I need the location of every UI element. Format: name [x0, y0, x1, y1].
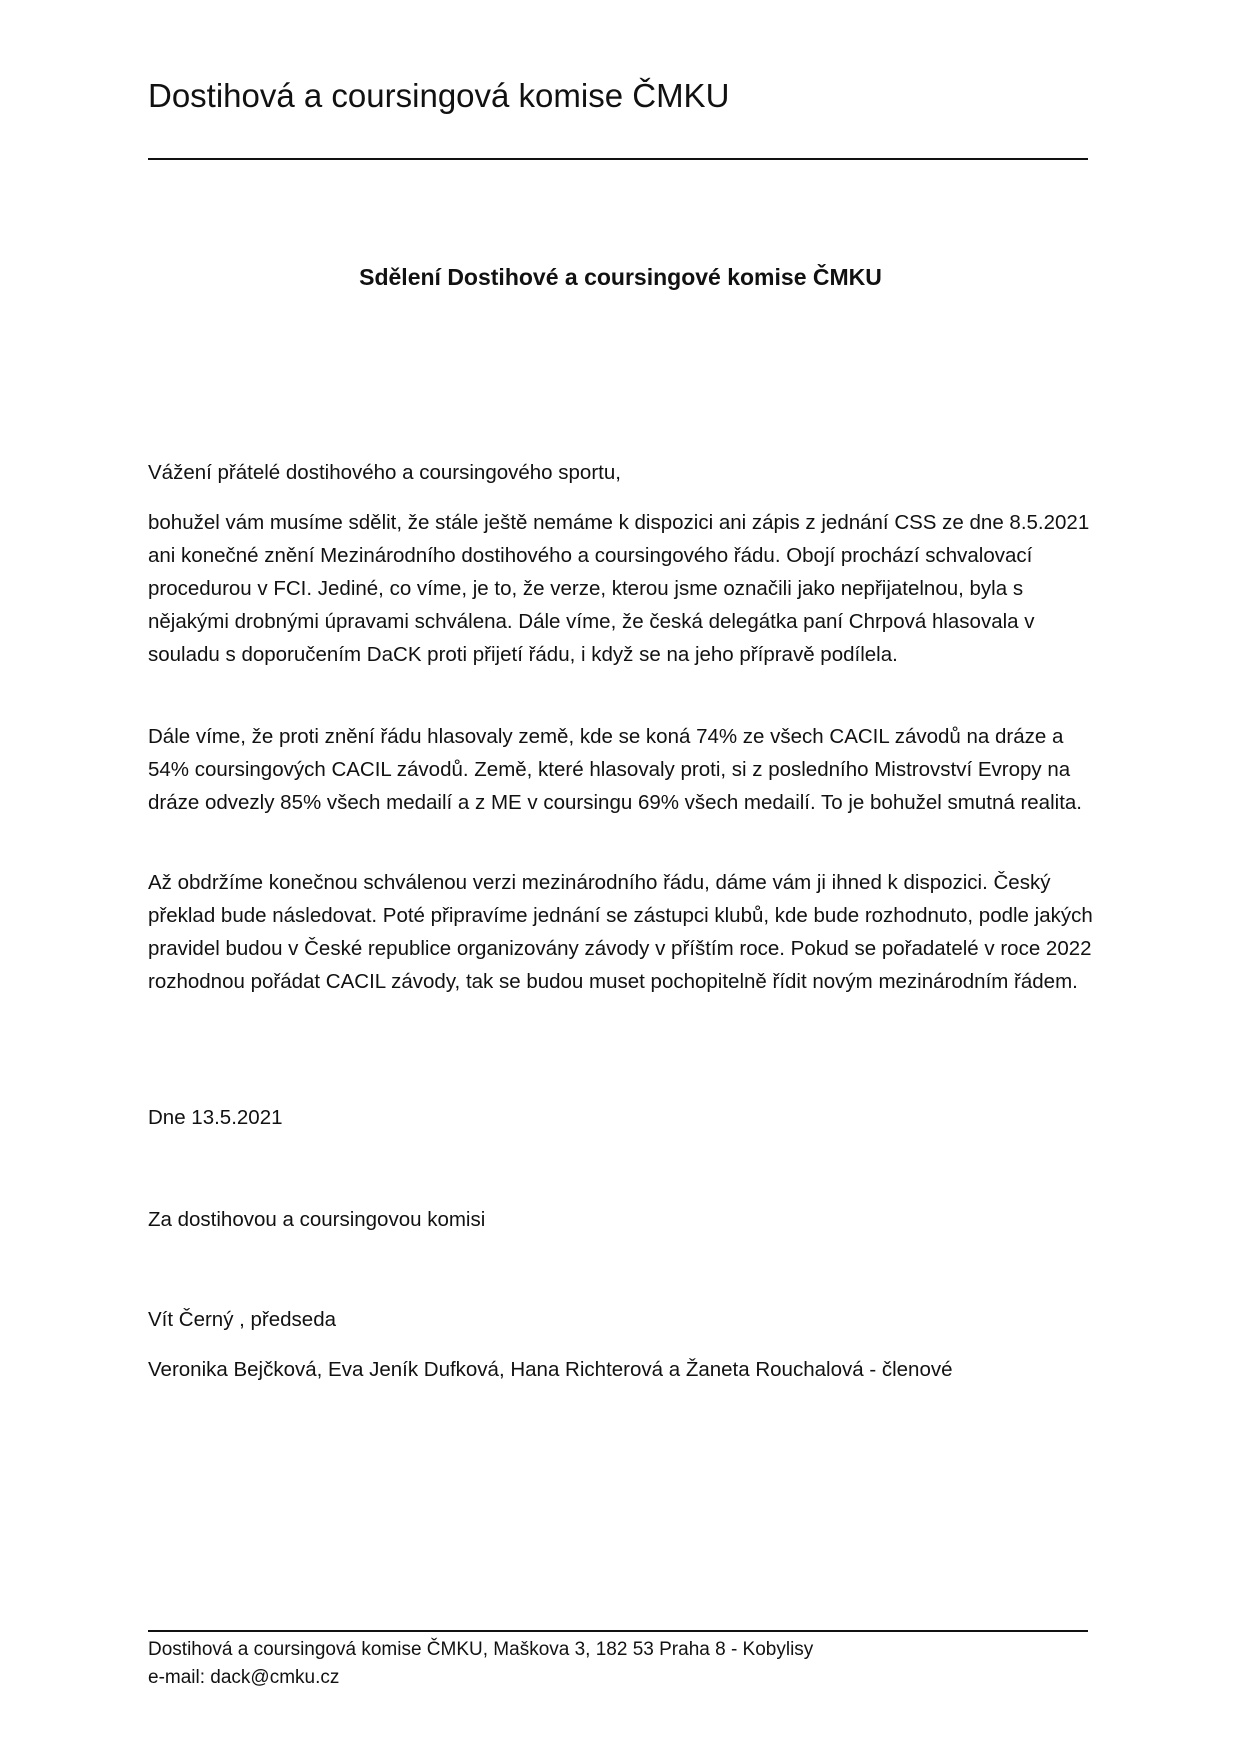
document-heading: Sdělení Dostihové a coursingové komise ČMKU: [359, 264, 882, 290]
chair-signature: Vít Černý , předseda: [148, 1308, 337, 1331]
footer-email: e-mail: dack@cmku.cz: [148, 1667, 340, 1688]
date-line: Dne 13.5.2021: [148, 1106, 283, 1129]
greeting: Vážení přátelé dostihového a coursingového sportu,: [148, 461, 621, 484]
paragraph-3: Až obdržíme konečnou schválenou verzi mezinárodního řádu, dáme vám ji ihned k dispozici. Český překlad bude následovat. Poté připravíme jednání se zástupci klubů, kde bude rozhodnuto, podle jakých pravidel budou v České republice organizovány závody v příštím roce. Pokud se pořadatelé v roce 2022 rozhodnou pořádat CACIL závody, tak se budou muset pochopitelně řídit novým mezinárodním řádem.: [148, 871, 1093, 993]
footer-address: Dostihová a coursingová komise ČMKU, Maškova 3, 182 53 Praha 8 - Kobylisy: [148, 1639, 814, 1660]
paragraph-1: bohužel vám musíme sdělit, že stále ještě nemáme k dispozici ani zápis z jednání CSS ze dne 8.5.2021 ani konečné znění Mezinárodního dostihového a coursingového řádu. Obojí prochází schvalovací procedurou v FCI. Jediné, co víme, je to, že verze, kterou jsme označili jako nepřijatelnou, byla s nějakými drobnými úpravami schválena. Dále víme, že česká delegátka paní Chrpová hlasovala v souladu s doporučením DaCK proti přijetí řádu, i když se na jeho přípravě podílela.: [148, 511, 1090, 666]
members-list: Veronika Bejčková, Eva Jeník Dufková, Hana Richterová a Žaneta Rouchalová - členové: [148, 1358, 953, 1381]
paragraph-2: Dále víme, že proti znění řádu hlasovaly země, kde se koná 74% ze všech CACIL závodů na dráze a 54% coursingových CACIL závodů. Země, které hlasovaly proti, si z posledního Mistrovství Evropy na dráze odvezly 85% všech medailí a z ME v coursingu 69% všech medailí. To je bohužel smutná realita.: [148, 725, 1082, 814]
signoff: Za dostihovou a coursingovou komisi: [148, 1208, 486, 1231]
letterhead-title: Dostihová a coursingová komise ČMKU: [148, 77, 730, 114]
footer-divider: [148, 1630, 1088, 1632]
header-divider: [148, 158, 1088, 160]
